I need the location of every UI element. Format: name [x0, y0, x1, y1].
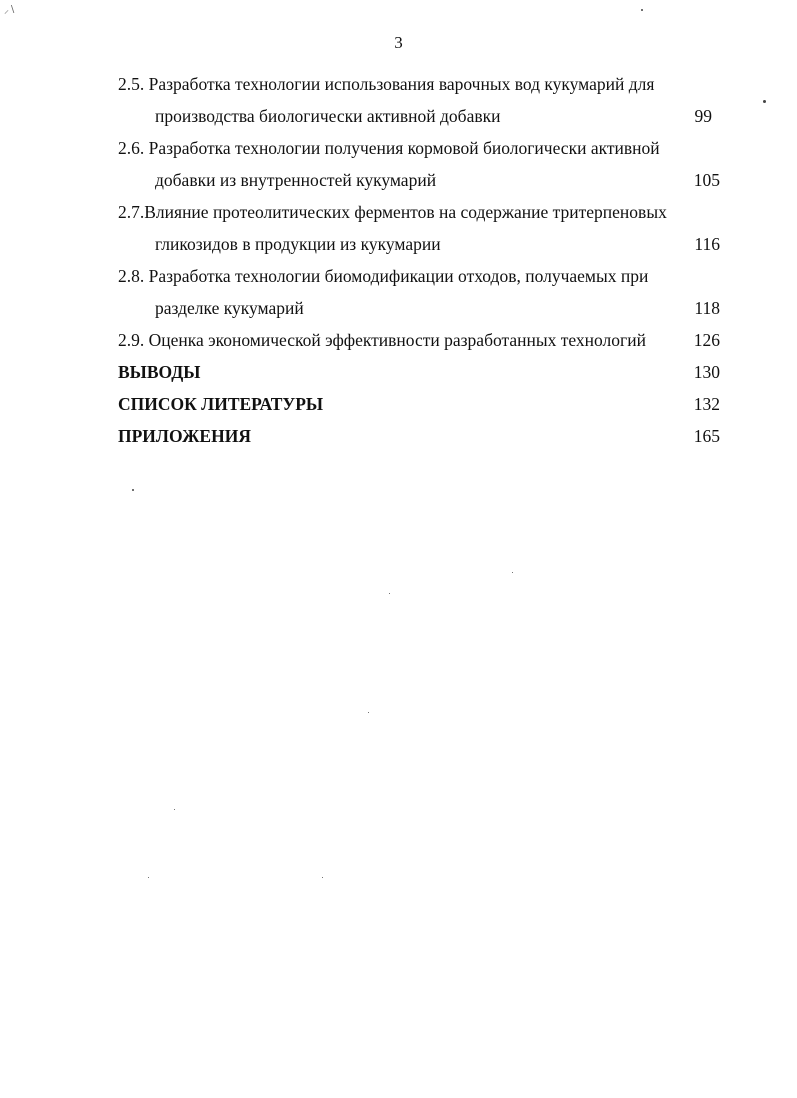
toc-entry-page: 116: [694, 234, 720, 254]
scan-speck: [322, 877, 323, 878]
toc-entry-conclusions[interactable]: [118, 356, 720, 388]
toc-entry-title: 2.9. Оценка экономической эффективности разработанных технологий: [118, 330, 646, 350]
toc-entry-title-continuation: [118, 292, 720, 324]
toc-entry-title-line: [118, 324, 720, 356]
toc-entry-title: 2.8. Разработка технологии биомодификации отходов, получаемых при: [118, 266, 649, 286]
scan-speck: [174, 809, 175, 810]
page-number: 3: [394, 33, 403, 52]
toc-entry-2-5[interactable]: [118, 68, 720, 132]
toc-entry-title-line: [118, 68, 720, 100]
toc-entry-title: ПРИЛОЖЕНИЯ: [118, 426, 251, 446]
toc-entry-page: 105: [693, 170, 720, 190]
toc-entry-2-6[interactable]: [118, 132, 720, 196]
scan-speck: [132, 489, 134, 491]
toc-entry-page: 126: [693, 330, 720, 350]
toc-entry-page: 132: [693, 394, 720, 414]
toc-entry-title-continuation: [118, 228, 720, 260]
toc-entry-title-line: [118, 356, 720, 388]
scan-speck: [148, 877, 149, 878]
toc-entry-title: СПИСОК ЛИТЕРАТУРЫ: [118, 394, 324, 414]
toc-entry-page: 99: [694, 106, 712, 126]
toc-entry-title-line: [118, 420, 720, 452]
scan-artifact-corner: ⸝∖: [4, 5, 16, 16]
toc-entry-title: ВЫВОДЫ: [118, 362, 201, 382]
toc-entry-2-9[interactable]: [118, 324, 720, 356]
toc-entry-2-8[interactable]: [118, 260, 720, 324]
toc-entry-title: 2.6. Разработка технологии получения кормовой биологически активной: [118, 138, 660, 158]
toc-entry-title-cont: разделке кукумарий: [155, 298, 304, 318]
scan-speck: [368, 712, 369, 713]
toc-entry-references[interactable]: [118, 388, 720, 420]
toc-entry-title-cont: гликозидов в продукции из кукумарии: [155, 234, 441, 254]
toc-entry-title-cont: добавки из внутренностей кукумарий: [155, 170, 437, 190]
toc-entry-page: 165: [693, 426, 720, 446]
table-of-contents: [118, 68, 720, 452]
toc-entry-page: 118: [694, 298, 720, 318]
scan-speck: [512, 572, 513, 573]
toc-entry-title: 2.7.Влияние протеолитических ферментов на содержание тритерпеновых: [118, 202, 667, 222]
toc-entry-title-line: [118, 388, 720, 420]
scan-speck: [763, 100, 766, 103]
scan-speck: [389, 593, 390, 594]
toc-entry-title-line: [118, 196, 720, 228]
toc-entry-title: 2.5. Разработка технологии использования варочных вод кукумарий для: [118, 74, 655, 94]
toc-entry-2-7[interactable]: [118, 196, 720, 260]
scan-speck: [641, 9, 643, 11]
toc-entry-title-continuation: [118, 164, 720, 196]
toc-entry-title-line: [118, 260, 720, 292]
toc-entry-title-continuation: [118, 100, 720, 132]
toc-entry-title-line: [118, 132, 720, 164]
toc-entry-page: 130: [693, 362, 720, 382]
toc-entry-title-cont: производства биологически активной добавки: [155, 106, 501, 126]
toc-entry-appendices[interactable]: [118, 420, 720, 452]
